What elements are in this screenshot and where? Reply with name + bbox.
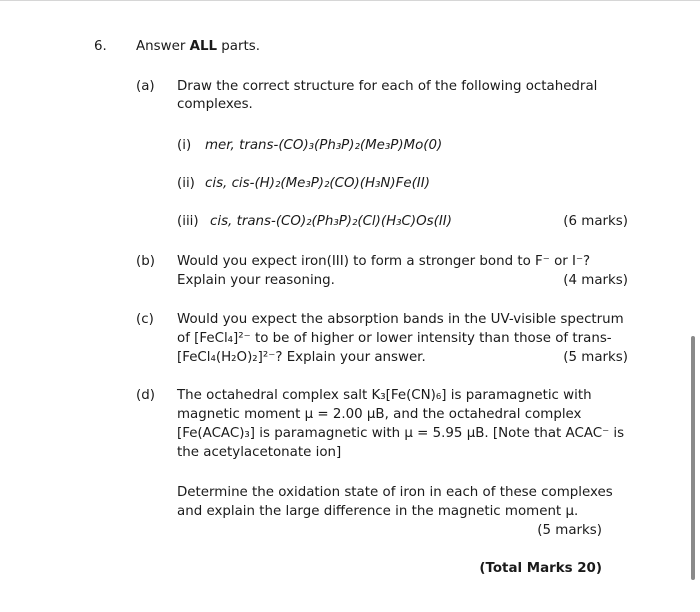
part-d-line2: magnetic moment μ = 2.00 μB, and the octahedral complex <box>177 407 582 422</box>
part-c-label: (c) <box>136 312 154 327</box>
part-a-item-1-label: (i) <box>177 138 192 153</box>
part-a-text-line1: Draw the correct structure for each of the following octahedral <box>177 79 598 94</box>
part-a-item-2-label: (ii) <box>177 176 195 191</box>
part-b-label: (b) <box>136 254 155 269</box>
question-number: 6. <box>94 39 107 54</box>
part-c-line1: Would you expect the absorption bands in the UV-visible spectrum <box>177 312 624 327</box>
question-instruction: Answer ALL parts. <box>136 39 260 54</box>
part-c-line2: of [FeCl₄]²⁻ to be of higher or lower intensity than those of trans- <box>177 331 612 346</box>
part-d-line6: and explain the large difference in the magnetic moment μ. <box>177 504 579 519</box>
part-d-line4: the acetylacetonate ion] <box>177 445 342 460</box>
part-d-marks: (5 marks) <box>537 523 602 538</box>
part-a-item-3-text: cis, trans-(CO)₂(Ph₃P)₂(Cl)(H₃C)Os(II) <box>210 214 452 229</box>
part-d-line5: Determine the oxidation state of iron in each of these complexes <box>177 485 613 500</box>
part-a-item-2-text: cis, cis-(H)₂(Me₃P)₂(CO)(H₃N)Fe(II) <box>205 176 430 191</box>
top-border <box>0 0 700 1</box>
scrollbar-thumb[interactable] <box>691 336 695 580</box>
part-d-label: (d) <box>136 388 155 403</box>
part-a-label: (a) <box>136 79 155 94</box>
part-d-line1: The octahedral complex salt K₃[Fe(CN)₆] is paramagnetic with <box>177 388 592 403</box>
part-d-line3: [Fe(ACAC)₃] is paramagnetic with μ = 5.95 μB. [Note that ACAC⁻ is <box>177 426 625 441</box>
part-a-text-line2: complexes. <box>177 97 253 112</box>
total-marks: (Total Marks 20) <box>479 561 602 576</box>
part-b-line2: Explain your reasoning. <box>177 273 335 288</box>
part-a-marks: (6 marks) <box>563 214 628 229</box>
part-b-line1: Would you expect iron(III) to form a stronger bond to F⁻ or I⁻? <box>177 254 591 269</box>
part-a-item-3-label: (iii) <box>177 214 199 229</box>
part-a-item-1-text: mer, trans-(CO)₃(Ph₃P)₂(Me₃P)Mo(0) <box>205 138 443 153</box>
part-c-marks: (5 marks) <box>563 350 628 365</box>
part-b-marks: (4 marks) <box>563 273 628 288</box>
part-c-line3: [FeCl₄(H₂O)₂]²⁻? Explain your answer. <box>177 350 426 365</box>
